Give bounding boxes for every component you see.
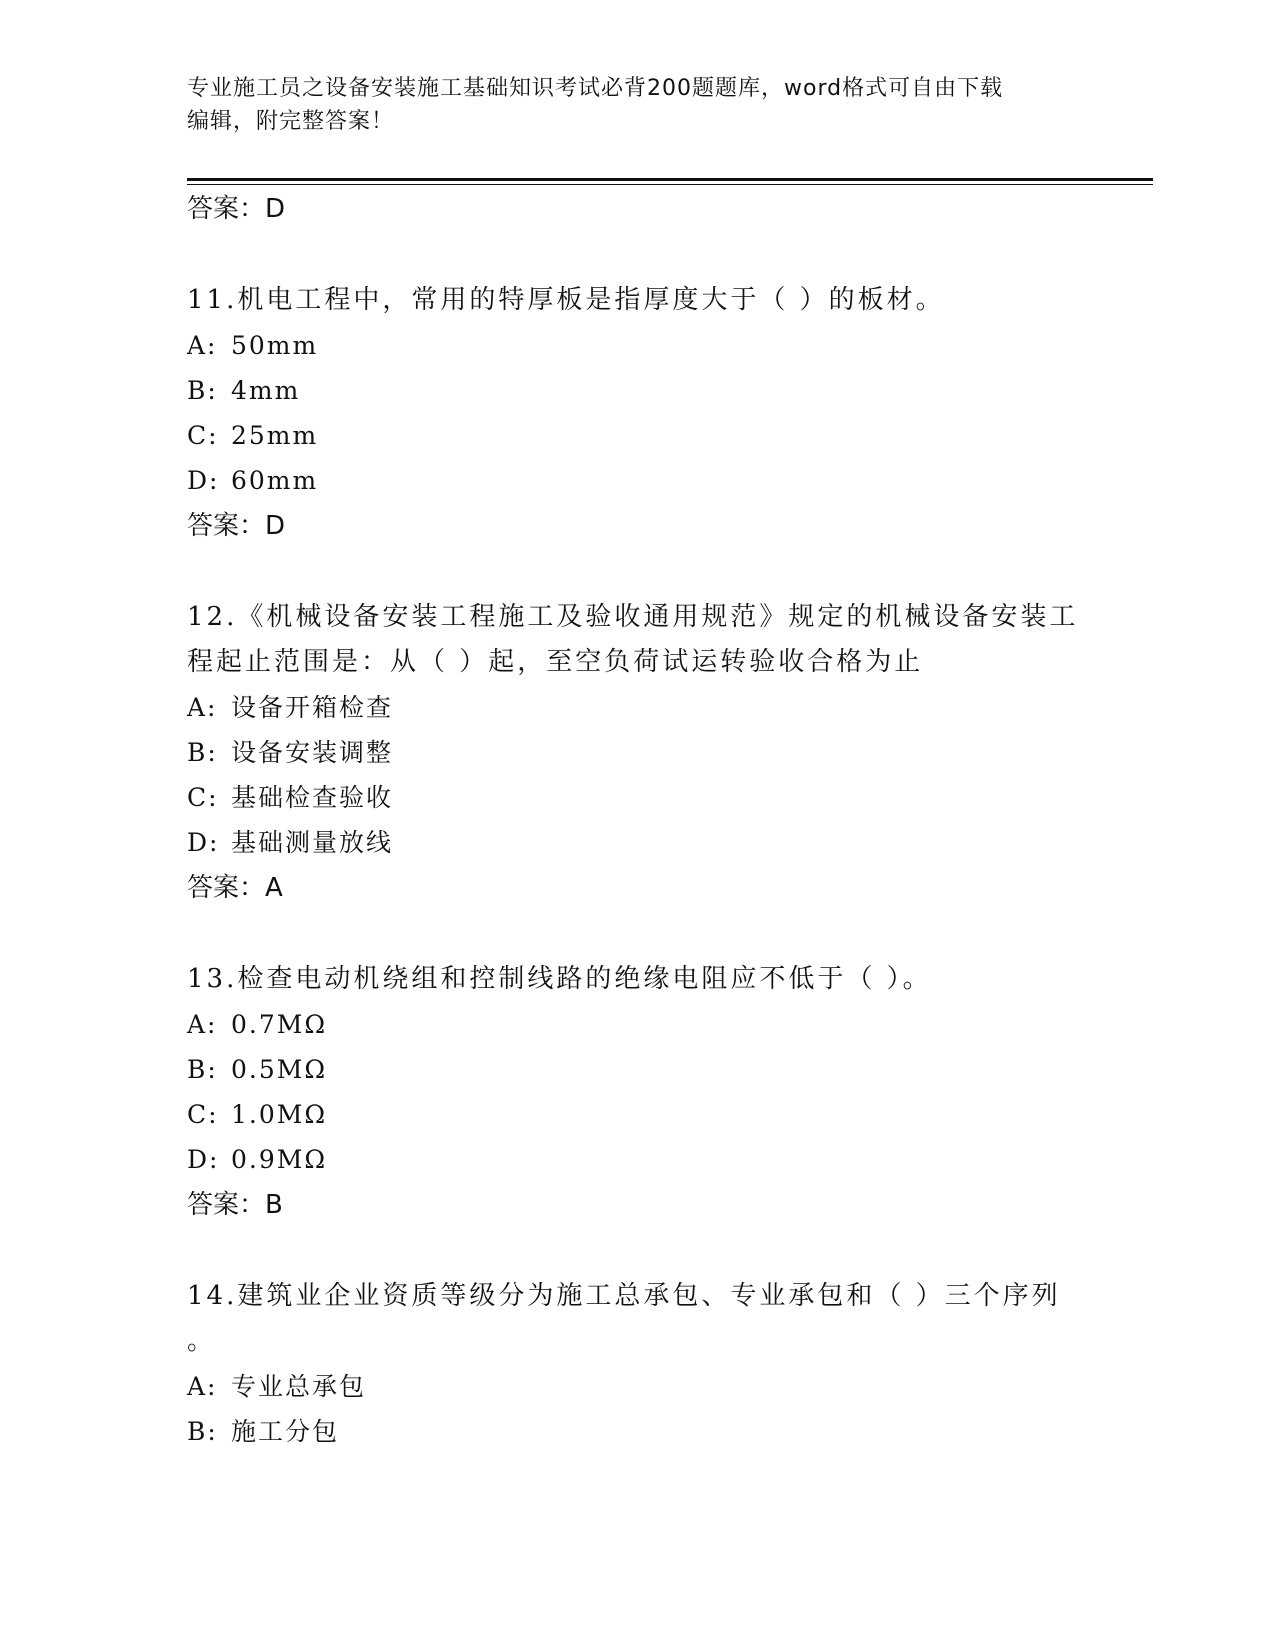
option-text: 0.9MΩ (231, 1145, 328, 1174)
option-b (187, 730, 1087, 775)
question-text: 11.机电工程中，常用的特厚板是指厚度大于（ ）的板材。 (187, 285, 945, 315)
option-c (187, 413, 1087, 458)
option-a (187, 1002, 1087, 1047)
question-block-13 (187, 957, 1087, 1228)
answer-line: 答案：D (187, 511, 286, 541)
option-text: 施工分包 (231, 1417, 340, 1446)
option-text: 设备开箱检查 (231, 693, 394, 722)
option-text: 50mm (231, 331, 319, 360)
option-key: D: (187, 1145, 220, 1174)
question-text: 12.《机械设备安装工程施工及验收通用规范》规定的机械设备安装工 (187, 602, 1079, 632)
header-rule-thick (187, 178, 1153, 181)
option-a (187, 323, 1087, 368)
option-b (187, 1047, 1087, 1092)
question-text: 13.检查电动机绕组和控制线路的绝缘电阻应不低于（ ）。 (187, 964, 932, 994)
option-a (187, 1364, 1087, 1409)
option-key: D: (187, 828, 220, 857)
question-text: 14.建筑业企业资质等级分为施工总承包、专业承包和（ ）三个序列 (187, 1281, 1061, 1311)
question-block-12 (187, 595, 1087, 911)
option-key: D: (187, 466, 220, 495)
option-d (187, 1137, 1087, 1182)
option-d (187, 458, 1087, 503)
question-block-14 (187, 1274, 1087, 1454)
option-text: 基础测量放线 (231, 828, 394, 857)
option-text: 25mm (231, 421, 319, 450)
option-a (187, 685, 1087, 730)
option-key: A: (187, 1010, 218, 1039)
option-key: B: (187, 738, 218, 767)
question-text-continued: 。 (187, 1326, 217, 1356)
option-c (187, 1092, 1087, 1137)
option-key: C: (187, 421, 219, 450)
option-text: 设备安装调整 (231, 738, 394, 767)
option-d (187, 820, 1087, 865)
option-text: 0.7MΩ (231, 1010, 328, 1039)
option-text: 1.0MΩ (231, 1100, 328, 1129)
option-text: 4mm (231, 376, 301, 405)
option-key: A: (187, 693, 218, 722)
option-key: C: (187, 783, 219, 812)
answer-line: 答案：D (187, 194, 286, 224)
option-text: 基础检查验收 (231, 783, 394, 812)
header-line-1: 专业施工员之设备安装施工基础知识考试必背200题题库，word格式可自由下载 (187, 76, 1004, 101)
option-key: A: (187, 1372, 218, 1401)
option-c (187, 775, 1087, 820)
option-b (187, 1409, 1087, 1454)
question-block-11 (187, 278, 1087, 549)
header-rule-thin (187, 184, 1153, 185)
document-body (187, 186, 1087, 1454)
option-key: A: (187, 331, 218, 360)
answer-line: 答案：B (187, 1190, 283, 1220)
header-line-2: 编辑，附完整答案！ (187, 109, 395, 134)
question-text-continued: 程起止范围是：从（ ）起，至空负荷试运转验收合格为止 (187, 647, 924, 677)
document-header (187, 72, 1057, 138)
option-text: 0.5MΩ (231, 1055, 328, 1084)
option-text: 专业总承包 (231, 1372, 367, 1401)
option-text: 60mm (231, 466, 319, 495)
option-key: C: (187, 1100, 219, 1129)
option-key: B: (187, 376, 218, 405)
answer-line: 答案：A (187, 873, 283, 903)
option-key: B: (187, 1055, 218, 1084)
option-key: B: (187, 1417, 218, 1446)
option-b (187, 368, 1087, 413)
